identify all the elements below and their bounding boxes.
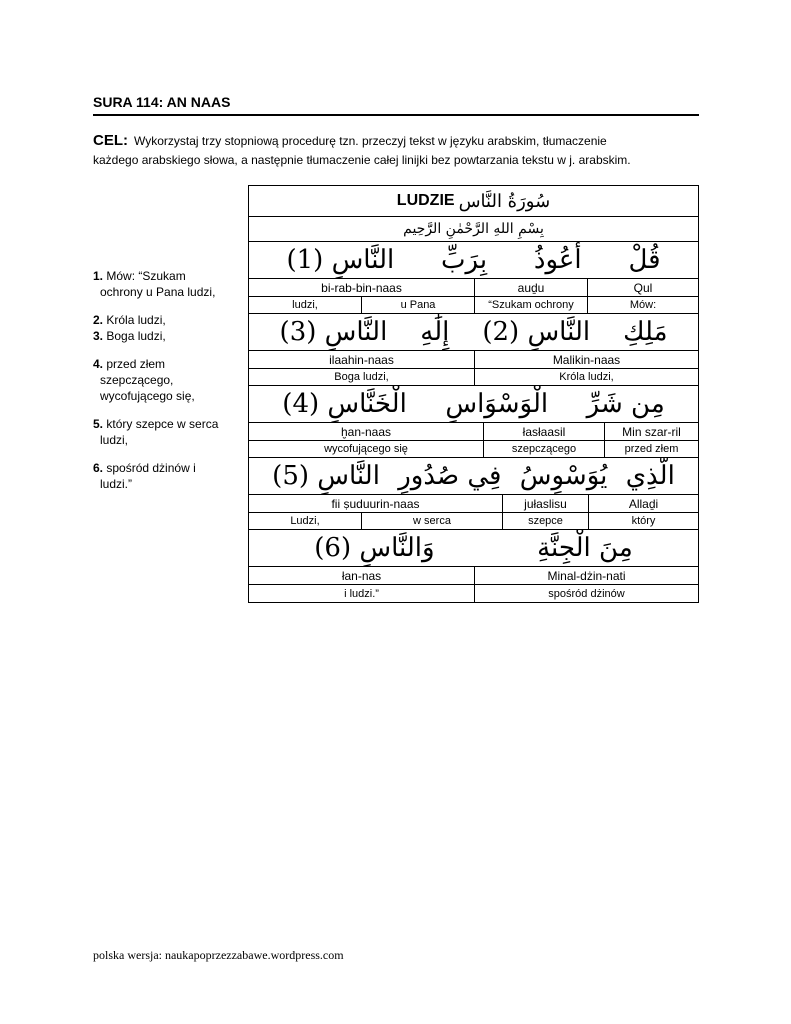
translation-cell: Króla ludzi, xyxy=(474,369,698,385)
arabic-verse-cell xyxy=(249,386,698,422)
translation-cell: u Pana xyxy=(361,297,474,313)
arabic-line-5 xyxy=(249,530,698,567)
note-text: szepczącego, xyxy=(100,373,174,387)
note-text: spośród dżinów i xyxy=(106,461,196,475)
translation-cell: Mów: xyxy=(587,297,698,313)
translation-row xyxy=(249,369,698,386)
translit-cell: bi-rab-bin-naas xyxy=(321,280,402,295)
translation-cell: Boga ludzi, xyxy=(334,371,389,383)
arabic-word: مِنَ الْجِنَّةِ xyxy=(537,533,633,563)
note-4 xyxy=(93,356,243,404)
arabic-word: مِن شَرِّ xyxy=(586,389,665,419)
note-text: przed złem xyxy=(106,357,166,371)
arabic-word: أَعُوذُ xyxy=(533,245,582,275)
note-number: 6. xyxy=(93,461,104,475)
note-text: wycofującego się, xyxy=(100,389,195,403)
footer-credit: polska wersja: naukapoprzezzabawe.wordpress.com xyxy=(93,948,344,962)
transliteration-row xyxy=(249,279,698,297)
arabic-word: مَلِكِ xyxy=(623,317,668,347)
translit-cell: łasłaasil xyxy=(483,423,604,440)
basmala-row xyxy=(249,217,698,242)
note-text: Króla ludzi, xyxy=(106,313,166,327)
translation-notes xyxy=(93,268,243,504)
translit-cell: ilaahin-naas xyxy=(329,352,394,367)
translit-cell: Min szar-ril xyxy=(604,423,698,440)
arabic-word: قُلْ xyxy=(628,245,661,275)
note-number: 5. xyxy=(93,417,104,431)
translation-row xyxy=(249,297,698,314)
translation-row xyxy=(249,441,698,458)
arabic-word: وَالنَّاسِ (6) xyxy=(314,533,435,563)
translit-cell: jułaslisu xyxy=(502,495,588,512)
basmala: بِسْمِ اللهِ الرَّحْمٰنِ الرَّحِيم xyxy=(403,221,544,237)
translation-row xyxy=(249,585,698,602)
sura-header-cell xyxy=(249,186,698,216)
arabic-verse-cell xyxy=(249,458,698,494)
arabic-verse-cell xyxy=(249,314,698,350)
translation-cell: przed złem xyxy=(604,441,698,457)
translit-cell: ḫan-naas xyxy=(340,424,392,439)
note-text: który szepce w serca xyxy=(106,417,219,431)
translation-cell: w serca xyxy=(361,513,502,529)
arabic-word: بِرَبِّ xyxy=(441,245,488,275)
goal-line-1: Wykorzystaj trzy stopniową procedurę tzn. przeczyj tekst w języku arabskim, tłumaczenie xyxy=(134,134,607,148)
translit-cell: auḏu xyxy=(474,279,587,296)
note-text: ludzi.” xyxy=(100,477,133,491)
note-number: 1. xyxy=(93,269,104,283)
goal-label: CEL: xyxy=(93,132,128,149)
arabic-word: الْوَسْوَاسِ xyxy=(445,389,549,419)
note-text: ochrony u Pana ludzi, xyxy=(100,285,216,299)
note-text: Boga ludzi, xyxy=(106,329,166,343)
arabic-word: إِلَٰهِ xyxy=(420,317,450,347)
arabic-line-3 xyxy=(249,386,698,423)
transliteration-row xyxy=(249,495,698,513)
arabic-word: يُوَسْوِسُ xyxy=(519,461,608,491)
translation-cell: wycofującego się xyxy=(324,443,408,455)
translation-cell: szepczącego xyxy=(483,441,604,457)
arabic-word: الَّذِي xyxy=(625,461,675,491)
note-text: Mów: “Szukam xyxy=(106,269,186,283)
translation-cell: i ludzi.” xyxy=(344,587,379,600)
translation-cell: który xyxy=(588,513,698,529)
note-2-3 xyxy=(93,312,243,344)
translit-cell: Qul xyxy=(587,279,698,296)
arabic-line-1 xyxy=(249,242,698,279)
translit-cell: Allaḏi xyxy=(588,495,698,512)
note-text: ludzi, xyxy=(100,433,129,447)
translation-cell: szepce xyxy=(502,513,588,529)
translation-cell: spośród dżinów xyxy=(474,585,698,602)
table-header-row xyxy=(249,186,698,217)
note-number: 2. xyxy=(93,313,104,327)
sura-name-polish: LUDZIE xyxy=(396,192,455,209)
translation-cell: “Szukam ochrony xyxy=(474,297,587,313)
translit-cell: Minal-dżin-nati xyxy=(474,567,698,584)
arabic-word: النَّاسِ (1) xyxy=(286,245,395,275)
goal-paragraph xyxy=(93,131,703,170)
note-number: 3. xyxy=(93,329,104,343)
transliteration-row xyxy=(249,567,698,585)
arabic-verse-cell xyxy=(249,530,698,566)
translation-row xyxy=(249,513,698,530)
arabic-word: النَّاسِ (5) xyxy=(272,461,380,491)
arabic-verse-cell xyxy=(249,242,698,278)
translit-cell: Malikin-naas xyxy=(474,351,698,368)
arabic-word: النَّاسِ (2) xyxy=(482,317,591,347)
goal-line-2: każdego arabskiego słowa, a następnie tłumaczenie całej linijki bez powtarzania tekstu w j. arabskim. xyxy=(93,153,631,167)
arabic-word: الْخَنَّاسِ (4) xyxy=(282,389,407,419)
arabic-line-2 xyxy=(249,314,698,351)
translit-cell: łan-nas xyxy=(341,568,382,583)
arabic-line-4 xyxy=(249,458,698,495)
arabic-word: فِي صُدُورِ xyxy=(398,461,502,491)
page-title: SURA 114: AN NAAS xyxy=(93,94,231,110)
arabic-word: النَّاسِ (3) xyxy=(279,317,388,347)
note-1 xyxy=(93,268,243,300)
note-6 xyxy=(93,460,243,492)
title-divider xyxy=(93,114,699,116)
sura-name-arabic: سُورَةُ النَّاس xyxy=(458,190,551,212)
transliteration-row xyxy=(249,351,698,369)
transliteration-row xyxy=(249,423,698,441)
translation-cell: Ludzi, xyxy=(290,515,320,527)
note-5 xyxy=(93,416,243,448)
note-number: 4. xyxy=(93,357,104,371)
sura-table xyxy=(248,185,699,603)
translit-cell: fii ṣuduurin-naas xyxy=(331,496,420,511)
translation-cell: ludzi, xyxy=(292,299,318,311)
